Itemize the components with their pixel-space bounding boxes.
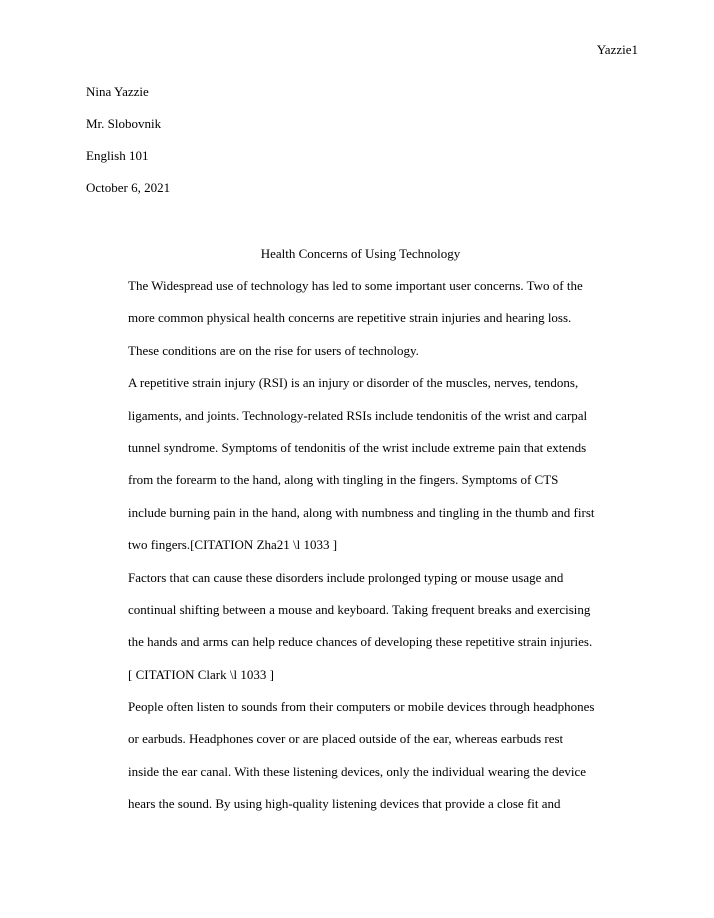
essay-title: Health Concerns of Using Technology: [260, 246, 461, 261]
mla-heading: [86, 84, 646, 212]
body-line: from the forearm to the hand, along with tingling in the fingers. Symptoms of CTS: [128, 472, 559, 488]
body-line: more common physical health concerns are repetitive strain injuries and hearing loss.: [128, 310, 572, 326]
body-line: The Widespread use of technology has led to some important user concerns. Two of the: [128, 278, 583, 293]
instructor-name: Mr. Slobovnik: [86, 116, 162, 131]
body-line: A repetitive strain injury (RSI) is an injury or disorder of the muscles, nerves, tendons,: [128, 375, 579, 391]
body-line: [ CITATION Clark \l 1033 ]: [128, 666, 274, 682]
body-line: inside the ear canal. With these listening devices, only the individual wearing the device: [128, 763, 587, 779]
course-name: English 101: [86, 148, 149, 163]
body-line: continual shifting between a mouse and keyboard. Taking frequent breaks and exercising: [128, 601, 591, 617]
body-line: hears the sound. By using high-quality listening devices that provide a close fit and: [128, 796, 561, 812]
body-line: tunnel syndrome. Symptoms of tendonitis of the wrist include extreme pain that extends: [128, 439, 587, 455]
body-line: Factors that can cause these disorders include prolonged typing or mouse usage and: [128, 569, 564, 585]
body-line: People often listen to sounds from their computers or mobile devices through headphones: [128, 699, 595, 715]
student-name: Nina Yazzie: [86, 84, 149, 99]
body-line: the hands and arms can help reduce chances of developing these repetitive strain injuries.: [128, 634, 593, 650]
document-date: October 6, 2021: [86, 180, 171, 195]
running-head: Yazzie1: [596, 42, 638, 57]
essay-body: [128, 278, 643, 829]
body-line: These conditions are on the rise for users of technology.: [128, 342, 419, 358]
body-line: two fingers.[CITATION Zha21 \l 1033 ]: [128, 537, 338, 553]
body-line: or earbuds. Headphones cover or are placed outside of the ear, whereas earbuds rest: [128, 731, 564, 747]
body-line: include burning pain in the hand, along with numbness and tingling in the thumb and first: [128, 504, 595, 520]
body-line: ligaments, and joints. Technology-related RSIs include tendonitis of the wrist and carpal: [128, 407, 588, 423]
